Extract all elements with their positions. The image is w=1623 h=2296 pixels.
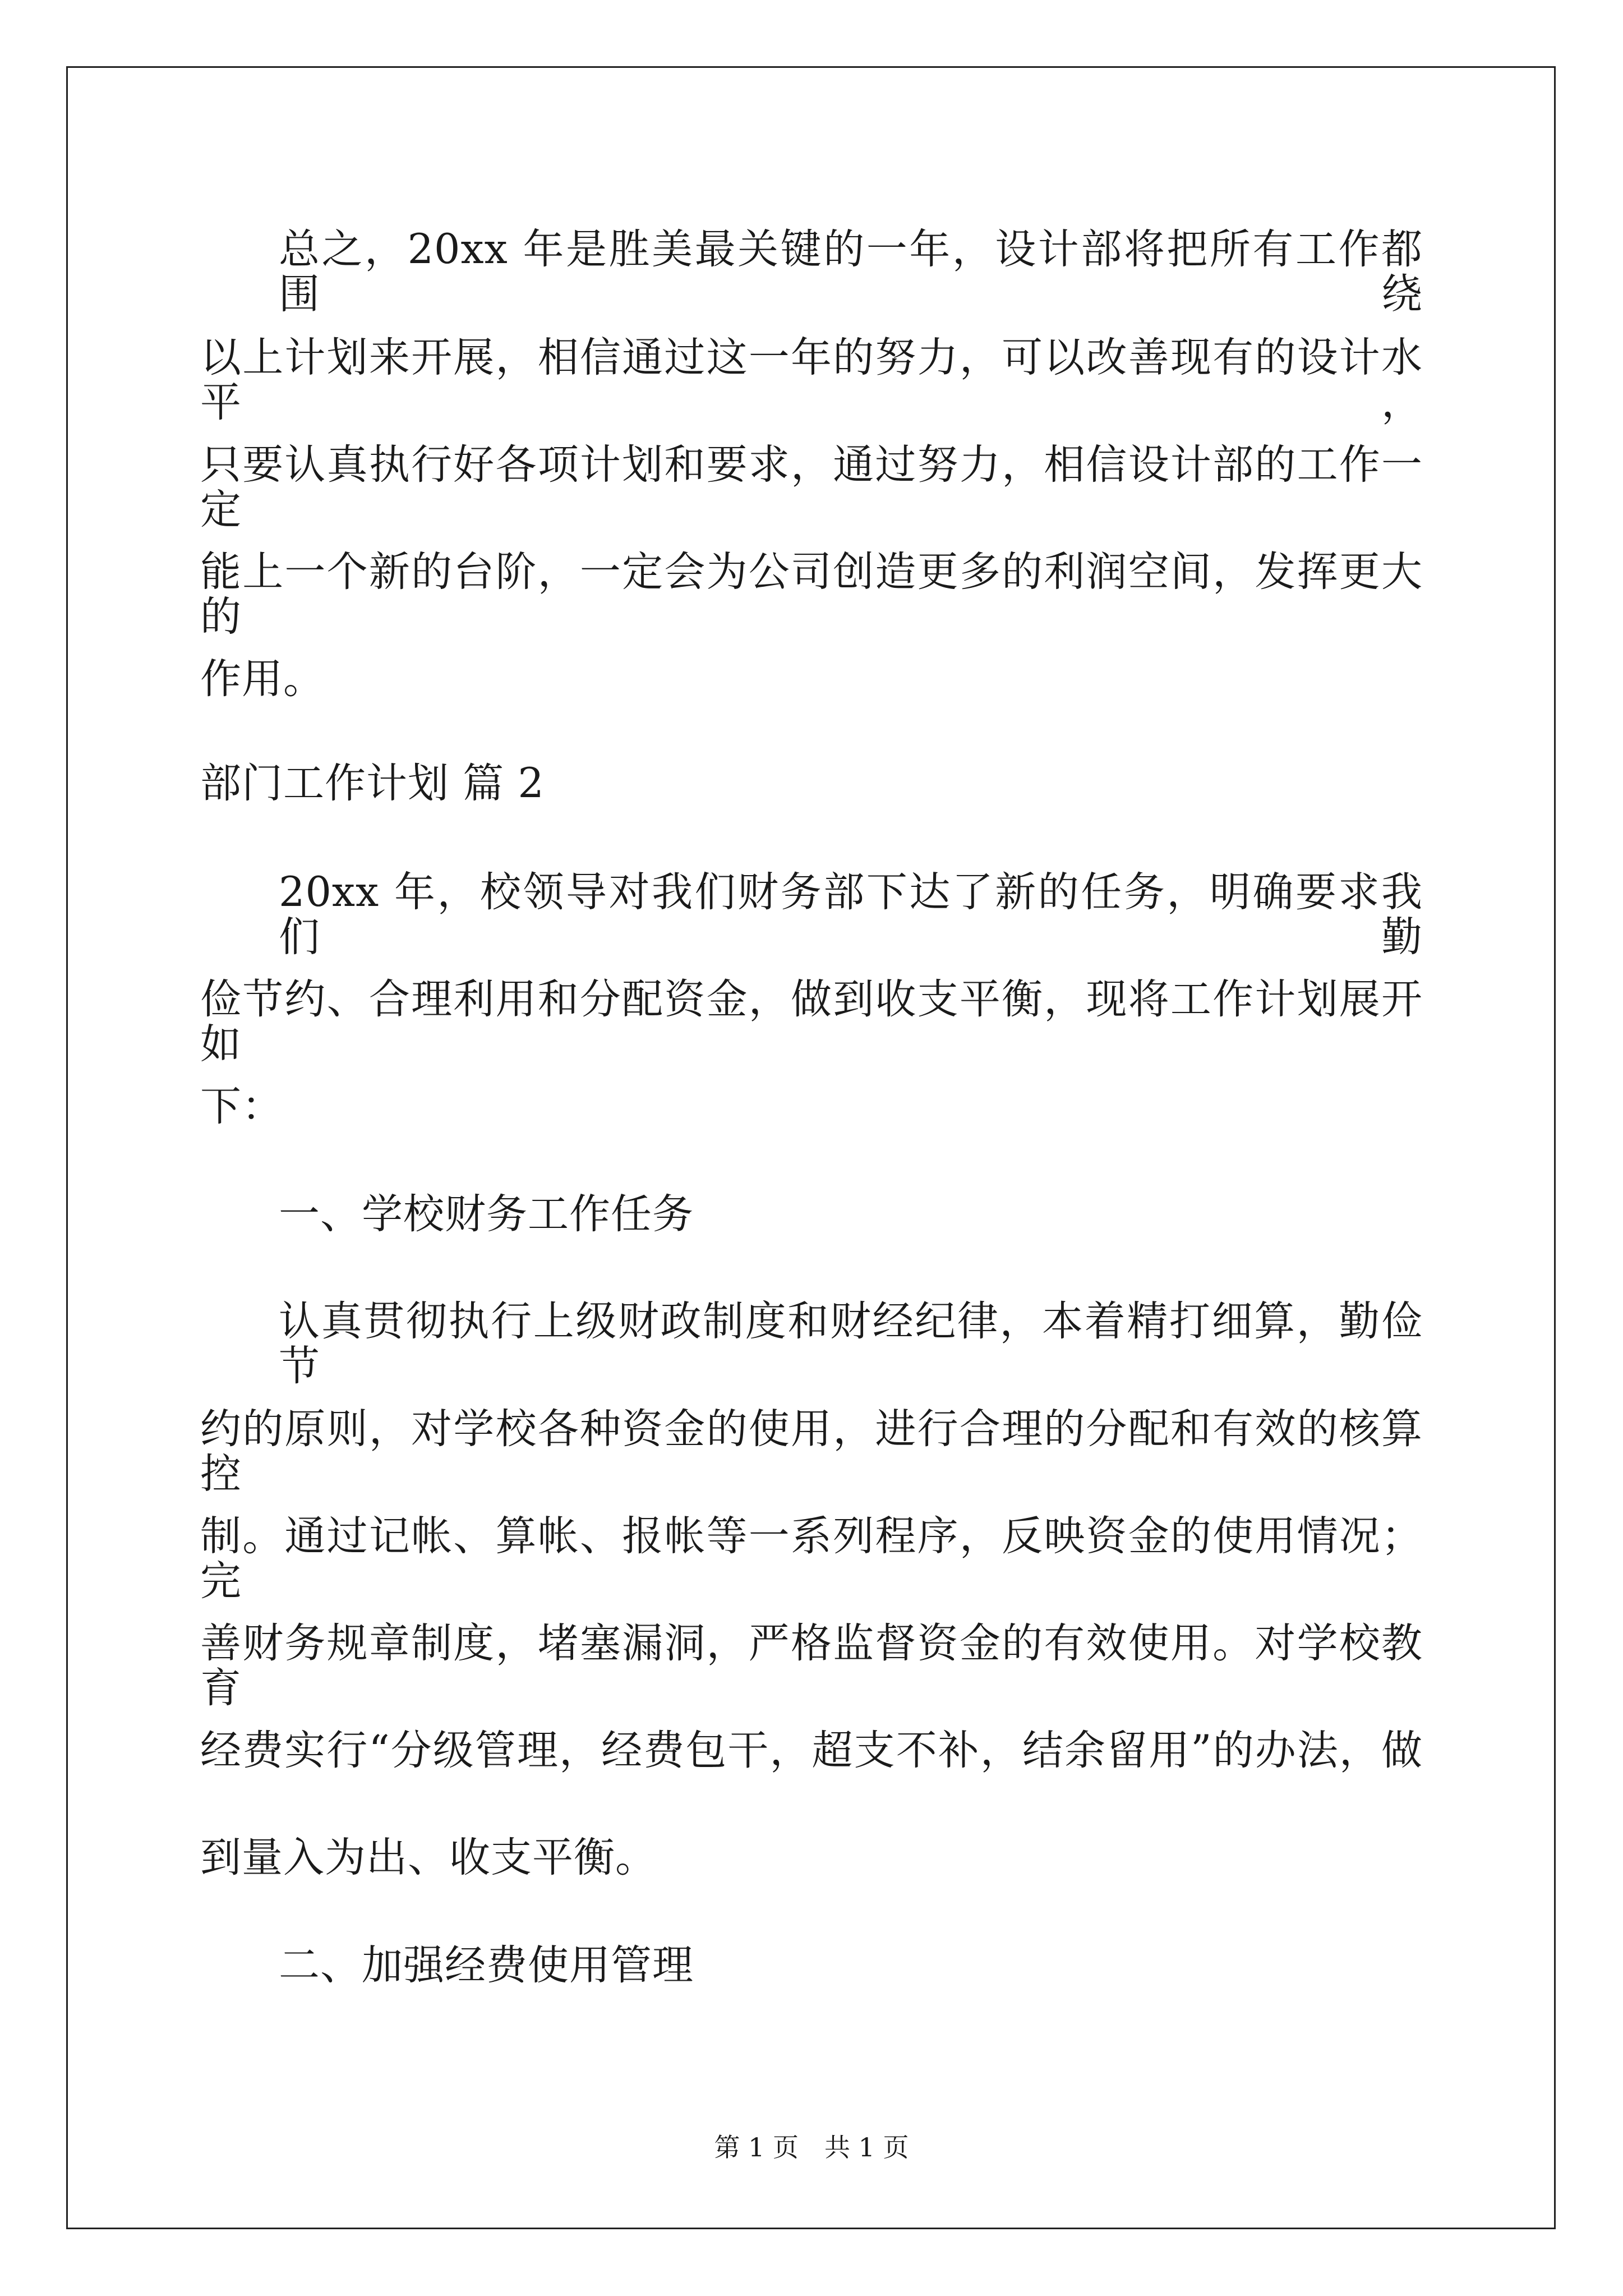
paragraph-1-line-5: 作用。 [200, 655, 325, 703]
section-heading: 部门工作计划 篇 2 [200, 760, 545, 807]
paragraph-2-line-3: 下： [200, 1083, 283, 1130]
paragraph-3-line-1: 认真贯彻执行上级财政制度和财经纪律，本着精打细算，勤俭节 [279, 1297, 1423, 1390]
page-footer: 第 1 页 共 1 页 [714, 2132, 909, 2162]
paragraph-3-line-4: 善财务规章制度，堵塞漏洞，严格监督资金的有效使用。对学校教育 [200, 1619, 1423, 1712]
paragraph-1-line-3: 只要认真执行好各项计划和要求，通过努力，相信设计部的工作一定 [200, 441, 1423, 533]
paragraph-3-line-2: 约的原则，对学校各种资金的使用，进行合理的分配和有效的核算控 [200, 1405, 1423, 1498]
paragraph-3-line-6: 到量入为出、收支平衡。 [200, 1834, 657, 1881]
paragraph-3-line-5: 经费实行“分级管理，经费包干，超支不补，结余留用”的办法，做 [200, 1727, 1423, 1774]
paragraph-1-line-4: 能上一个新的台阶，一定会为公司创造更多的利润空间，发挥更大的 [200, 548, 1423, 641]
section-1-title: 一、学校财务工作任务 [279, 1190, 694, 1238]
paragraph-2-line-2: 俭节约、合理利用和分配资金，做到收支平衡，现将工作计划展开如 [200, 976, 1423, 1068]
section-2-title: 二、加强经费使用管理 [279, 1941, 694, 1989]
paragraph-1-line-2: 以上计划来开展，相信通过这一年的努力，可以改善现有的设计水平， [200, 334, 1423, 426]
paragraph-3-line-3: 制。通过记帐、算帐、报帐等一系列程序，反映资金的使用情况；完 [200, 1512, 1423, 1605]
paragraph-1-line-1: 总之，20xx 年是胜美最关键的一年，设计部将把所有工作都围绕 [279, 226, 1423, 318]
paragraph-2-line-1: 20xx 年，校领导对我们财务部下达了新的任务，明确要求我们勤 [279, 868, 1423, 961]
